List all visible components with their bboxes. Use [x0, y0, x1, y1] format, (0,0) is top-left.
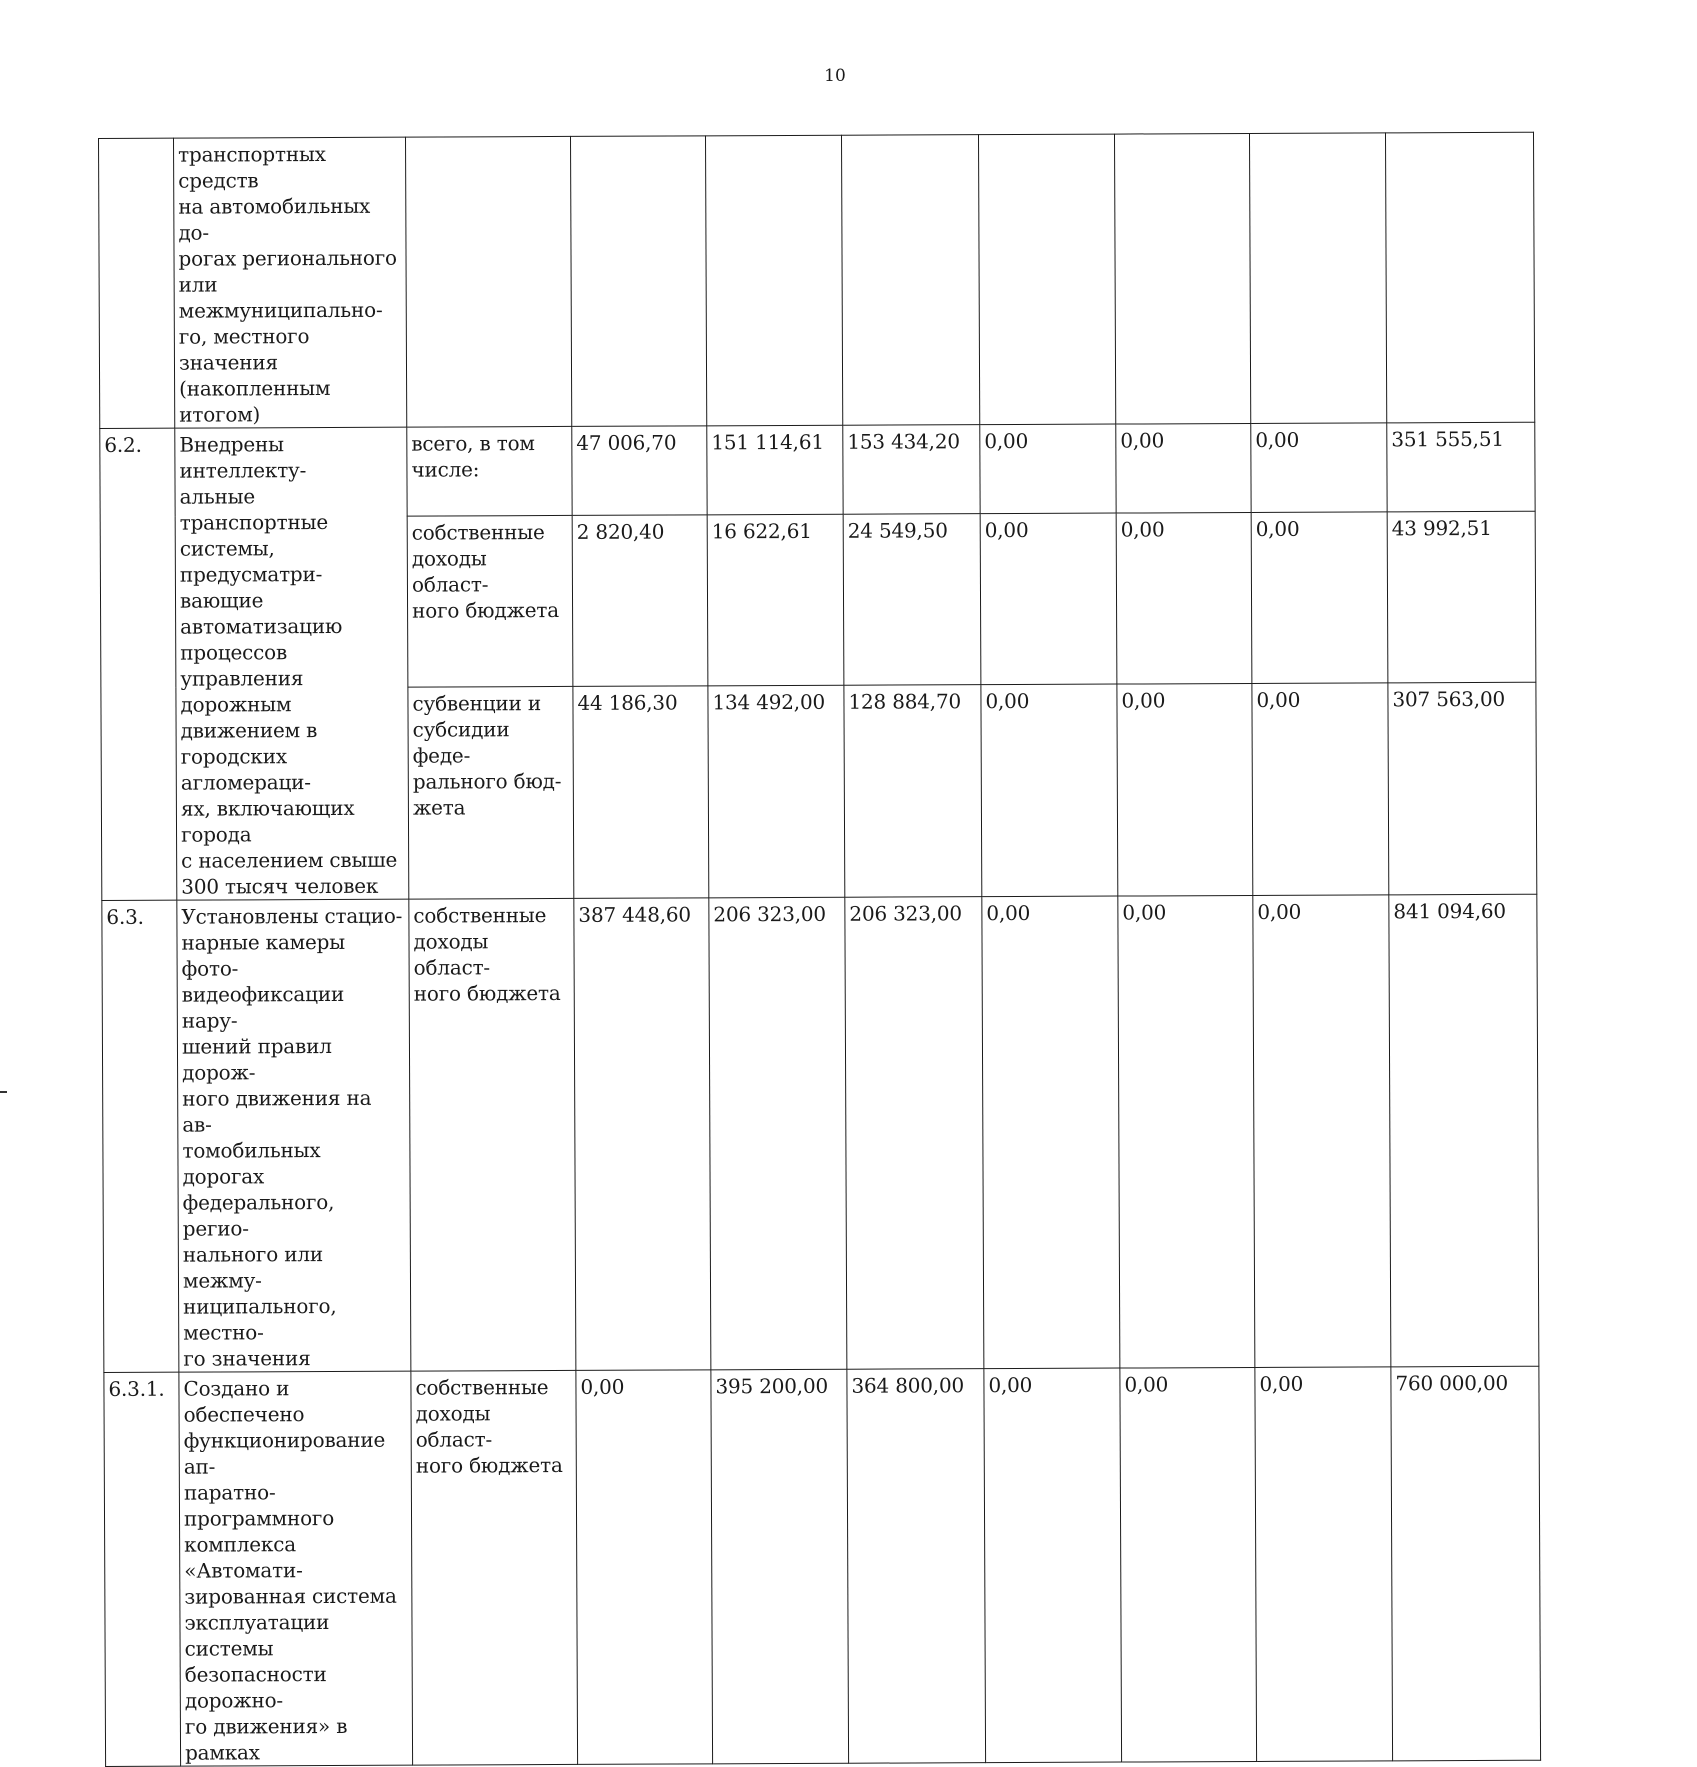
description-cell: транспортных средств на автомобильных до- рогах регионального или межмуниципально- го, местного значения (накопленным итогом)	[174, 137, 407, 428]
value-cell: 153 434,20	[843, 425, 980, 514]
value-cell: 44 186,30	[573, 686, 709, 899]
value-cell: 0,00	[1117, 683, 1253, 896]
value-cell: 0,00	[984, 1368, 1122, 1763]
row-number-cell	[99, 138, 175, 428]
row-number-cell: 6.3.1.	[104, 1372, 181, 1766]
source-cell	[405, 136, 571, 427]
value-cell	[1249, 133, 1386, 424]
document-sheet	[98, 132, 1541, 1767]
value-cell: 0,00	[576, 1370, 713, 1765]
value-cell: 206 323,00	[845, 897, 984, 1370]
value-cell	[570, 136, 706, 427]
value-cell: 0,00	[1118, 895, 1255, 1368]
value-cell: 0,00	[1120, 1367, 1257, 1762]
value-cell	[1385, 132, 1534, 423]
value-cell: 351 555,51	[1387, 422, 1535, 511]
value-cell: 0,00	[1255, 1367, 1393, 1762]
value-cell: 206 323,00	[709, 897, 847, 1370]
value-cell: 2 820,40	[572, 515, 708, 687]
value-cell	[978, 134, 1115, 425]
margin-mark	[0, 1091, 7, 1093]
table-row-6-3-1	[104, 1366, 1541, 1766]
value-cell: 0,00	[980, 424, 1116, 513]
value-cell: 0,00	[982, 896, 1120, 1369]
value-cell: 134 492,00	[708, 685, 845, 898]
value-cell: 151 114,61	[707, 425, 843, 514]
row-number-cell: 6.2.	[100, 428, 177, 900]
source-cell: собственные доходы област- ного бюджета	[407, 515, 573, 687]
value-cell: 0,00	[1251, 512, 1388, 684]
description-cell: Установлены стацио- нарные камеры фото- видеофиксации нару- шений правил дорож- ного движения на ав- томобильных дорогах федерального, регио- нального или межму- ниципального, местно- го значения	[177, 899, 411, 1372]
value-cell: 0,00	[980, 513, 1117, 685]
description-cell: Внедрены интеллекту- альные транспортные системы, предусматри- вающие автоматизацию процессов управления дорожным движением в городских агломераци- ях, включающих города с населением свыше 300 тысяч человек	[175, 427, 409, 900]
value-cell: 0,00	[1116, 423, 1251, 512]
value-cell: 395 200,00	[711, 1369, 849, 1764]
value-cell: 16 622,61	[707, 514, 844, 686]
value-cell	[841, 135, 979, 426]
description-cell: Создано и обеспечено функционирование ап- паратно-программного комплекса «Автомати- зированная система эксплуатации системы безопасности дорожно- го движения» в рамках	[179, 1371, 413, 1766]
source-cell: субвенции и субсидии феде- рального бюд- жета	[408, 686, 574, 899]
value-cell: 760 000,00	[1391, 1366, 1541, 1761]
source-cell: всего, в том числе:	[407, 426, 572, 515]
value-cell: 0,00	[1251, 423, 1387, 512]
source-cell: собственные доходы област- ного бюджета	[411, 1370, 578, 1765]
table-row-continued	[99, 132, 1535, 428]
value-cell	[1114, 133, 1250, 424]
value-cell: 387 448,60	[574, 898, 711, 1371]
value-cell: 0,00	[1253, 895, 1391, 1368]
page-number: 10	[824, 66, 846, 86]
value-cell: 0,00	[981, 684, 1118, 897]
value-cell: 43 992,51	[1387, 511, 1536, 683]
value-cell: 841 094,60	[1389, 894, 1539, 1367]
value-cell: 364 800,00	[847, 1369, 986, 1764]
table-row-6-3	[102, 894, 1539, 1372]
row-number-cell: 6.3.	[102, 900, 179, 1372]
budget-table	[98, 132, 1541, 1767]
value-cell: 0,00	[1116, 512, 1252, 684]
value-cell: 128 884,70	[844, 684, 982, 897]
value-cell: 47 006,70	[572, 426, 707, 515]
value-cell: 0,00	[1252, 683, 1389, 896]
source-cell: собственные доходы област- ного бюджета	[409, 898, 576, 1371]
value-cell	[705, 135, 842, 426]
table-row-6-2-total	[100, 422, 1535, 517]
value-cell: 24 549,50	[843, 513, 981, 685]
value-cell: 307 563,00	[1388, 682, 1537, 895]
